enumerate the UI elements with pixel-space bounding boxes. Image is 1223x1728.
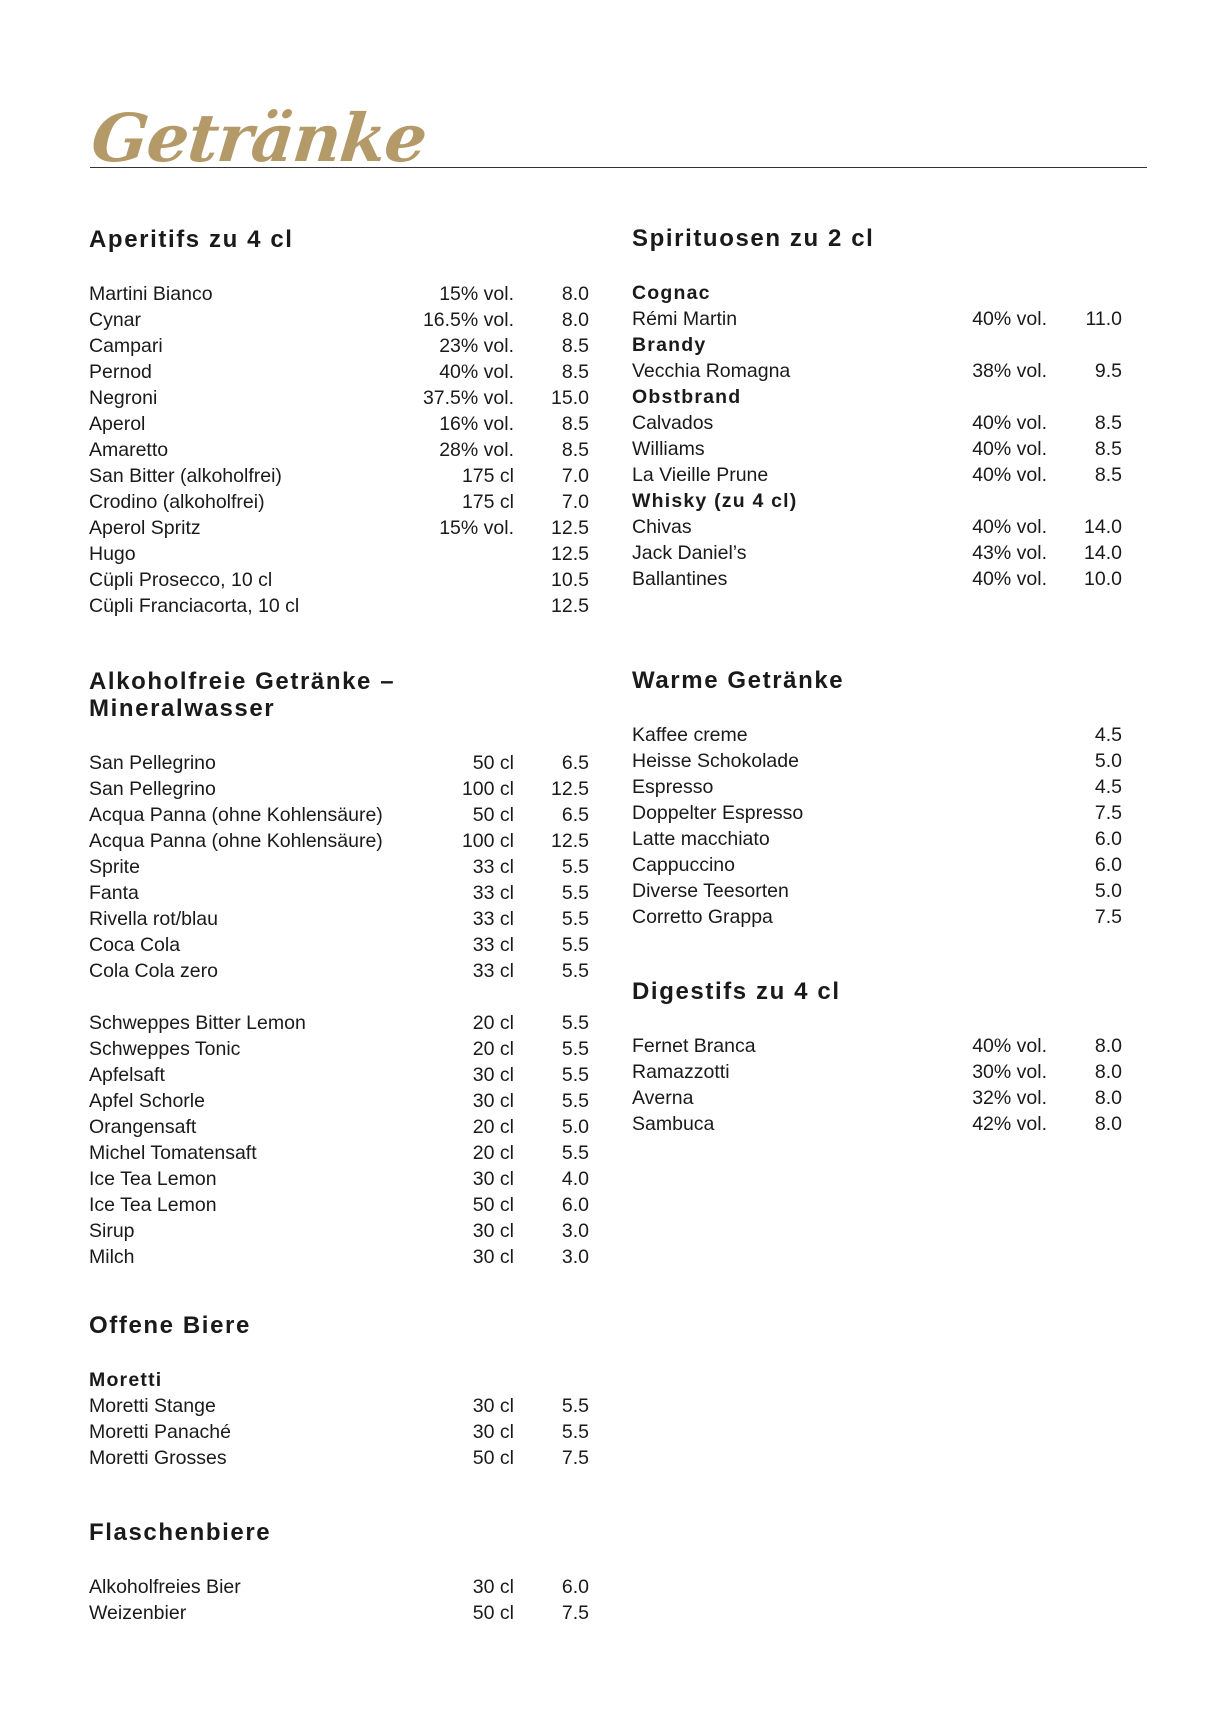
item-list	[89, 1574, 589, 1626]
item-price: 8.5	[561, 439, 589, 461]
item-volume: 33 cl	[472, 960, 514, 982]
item-volume: 40% vol.	[972, 1035, 1047, 1057]
section-title: Warme Getränke	[632, 667, 845, 694]
item-volume: 37.5% vol.	[422, 387, 514, 409]
section-title-line1: Alkoholfreie Getränke –	[89, 668, 396, 695]
item-volume: 30 cl	[472, 1421, 514, 1443]
menu-item	[632, 1111, 1122, 1137]
item-name: San Pellegrino	[89, 752, 216, 774]
item-price: 5.5	[561, 934, 589, 956]
item-volume: 43% vol.	[972, 542, 1047, 564]
menu-item	[89, 1088, 589, 1114]
item-price: 8.5	[1094, 412, 1122, 434]
menu-item	[89, 1574, 589, 1600]
item-name: Rivella rot/blau	[89, 908, 218, 930]
item-volume: 40% vol.	[972, 516, 1047, 538]
item-name: Ice Tea Lemon	[89, 1168, 217, 1190]
item-volume: 16.5% vol.	[422, 309, 514, 331]
menu-item	[89, 802, 589, 828]
item-volume: 30 cl	[472, 1395, 514, 1417]
menu-item	[632, 436, 1122, 462]
item-name: Calvados	[632, 412, 714, 434]
item-volume: 30 cl	[472, 1064, 514, 1086]
item-volume: 100 cl	[461, 778, 514, 800]
item-volume: 32% vol.	[972, 1087, 1047, 1109]
item-price: 4.5	[1094, 724, 1122, 746]
item-name: Pernod	[89, 361, 152, 383]
menu-item	[89, 1600, 589, 1626]
item-volume: 42% vol.	[972, 1113, 1047, 1135]
item-price: 12.5	[551, 517, 589, 539]
item-name: Michel Tomatensaft	[89, 1142, 257, 1164]
menu-item	[89, 411, 589, 437]
menu-item	[632, 1059, 1122, 1085]
menu-item	[632, 306, 1122, 332]
item-name: Aperol Spritz	[89, 517, 201, 539]
item-volume: 40% vol.	[972, 568, 1047, 590]
menu-item	[89, 776, 589, 802]
item-volume: 38% vol.	[972, 360, 1047, 382]
item-price: 3.0	[561, 1220, 589, 1242]
item-price: 7.5	[1094, 906, 1122, 928]
item-name: Moretti Stange	[89, 1395, 216, 1417]
subheading-label: Obstbrand	[632, 386, 742, 408]
menu-item	[89, 515, 589, 541]
item-volume: 30% vol.	[972, 1061, 1047, 1083]
item-name: Chivas	[632, 516, 692, 538]
item-volume: 50 cl	[472, 1194, 514, 1216]
item-price: 5.5	[561, 1421, 589, 1443]
section-title: Aperitifs zu 4 cl	[89, 226, 294, 253]
item-name: Hugo	[89, 543, 136, 565]
item-price: 5.5	[561, 1012, 589, 1034]
item-volume: 28% vol.	[439, 439, 514, 461]
item-volume: 175 cl	[461, 491, 514, 513]
item-name: Coca Cola	[89, 934, 181, 956]
item-name: Cüpli Franciacorta, 10 cl	[89, 595, 300, 617]
item-name: Kaffee creme	[632, 724, 748, 746]
item-name: Acqua Panna (ohne Kohlensäure)	[89, 804, 383, 826]
menu-item	[89, 1010, 589, 1036]
item-volume: 30 cl	[472, 1168, 514, 1190]
item-name: Ice Tea Lemon	[89, 1194, 217, 1216]
item-price: 9.5	[1094, 360, 1122, 382]
menu-item	[632, 540, 1122, 566]
menu-item	[89, 1062, 589, 1088]
item-volume: 40% vol.	[439, 361, 514, 383]
item-name: Doppelter Espresso	[632, 802, 804, 824]
subheading-label: Cognac	[632, 282, 711, 304]
item-name: Crodino (alkoholfrei)	[89, 491, 265, 513]
section-title-line2: Mineralwasser	[89, 695, 276, 722]
item-name: Alkoholfreies Bier	[89, 1576, 241, 1598]
item-list	[632, 722, 1122, 930]
item-list	[89, 1367, 589, 1393]
menu-item	[89, 489, 589, 515]
menu-item	[632, 462, 1122, 488]
item-price: 7.0	[561, 465, 589, 487]
item-price: 5.5	[561, 856, 589, 878]
item-volume: 40% vol.	[972, 308, 1047, 330]
item-volume: 30 cl	[472, 1576, 514, 1598]
item-price: 12.5	[551, 778, 589, 800]
item-volume: 40% vol.	[972, 412, 1047, 434]
item-price: 10.5	[551, 569, 589, 591]
item-name: Averna	[632, 1087, 694, 1109]
section-title: Spirituosen zu 2 cl	[632, 225, 875, 252]
menu-item	[89, 1036, 589, 1062]
item-name: Milch	[89, 1246, 135, 1268]
item-price: 5.5	[561, 1090, 589, 1112]
item-volume: 30 cl	[472, 1090, 514, 1112]
item-name: Cappuccino	[632, 854, 735, 876]
item-volume: 33 cl	[472, 882, 514, 904]
item-volume: 40% vol.	[972, 464, 1047, 486]
item-name: Heisse Schokolade	[632, 750, 799, 772]
item-volume: 50 cl	[472, 1602, 514, 1624]
item-volume: 50 cl	[472, 804, 514, 826]
item-list	[89, 281, 589, 619]
item-name: Ramazzotti	[632, 1061, 730, 1083]
item-name: Schweppes Tonic	[89, 1038, 241, 1060]
item-name: Martini Bianco	[89, 283, 213, 305]
item-name: Negroni	[89, 387, 158, 409]
item-volume: 20 cl	[472, 1012, 514, 1034]
item-name: Campari	[89, 335, 163, 357]
item-price: 5.5	[561, 1395, 589, 1417]
subheading: Moretti	[89, 1369, 163, 1391]
menu-item	[632, 1085, 1122, 1111]
section-aperitifs	[89, 226, 589, 619]
item-name: Espresso	[632, 776, 714, 798]
item-volume: 40% vol.	[972, 438, 1047, 460]
item-price: 5.5	[561, 1142, 589, 1164]
menu-item	[89, 385, 589, 411]
item-price: 15.0	[551, 387, 589, 409]
item-price: 6.0	[561, 1194, 589, 1216]
item-price: 6.0	[561, 1576, 589, 1598]
item-name: Sambuca	[632, 1113, 715, 1135]
item-price: 6.0	[1094, 828, 1122, 850]
item-price: 14.0	[1084, 542, 1122, 564]
menu-item	[632, 852, 1122, 878]
title-divider	[90, 167, 1147, 168]
menu-item	[632, 722, 1122, 748]
item-price: 8.0	[1094, 1113, 1122, 1135]
item-volume: 50 cl	[472, 752, 514, 774]
item-price: 5.0	[561, 1116, 589, 1138]
item-volume: 20 cl	[472, 1116, 514, 1138]
item-name: Moretti Grosses	[89, 1447, 227, 1469]
item-price: 6.0	[1094, 854, 1122, 876]
section-title: Offene Biere	[89, 1312, 251, 1339]
item-name: Vecchia Romagna	[632, 360, 791, 382]
subheading	[632, 280, 1122, 306]
item-list	[89, 750, 589, 984]
menu-item	[632, 826, 1122, 852]
item-price: 7.5	[1094, 802, 1122, 824]
item-name: Acqua Panna (ohne Kohlensäure)	[89, 830, 383, 852]
menu-item	[89, 541, 589, 567]
menu-item	[89, 593, 589, 619]
section-spirituosen	[632, 225, 1122, 592]
item-price: 12.5	[551, 595, 589, 617]
menu-item	[632, 410, 1122, 436]
item-price: 6.5	[561, 804, 589, 826]
item-name: Rémi Martin	[632, 308, 738, 330]
menu-item	[89, 567, 589, 593]
item-price: 3.0	[561, 1246, 589, 1268]
item-volume: 33 cl	[472, 856, 514, 878]
item-name: Sirup	[89, 1220, 135, 1242]
item-name: Cola Cola zero	[89, 960, 218, 982]
menu-item	[89, 854, 589, 880]
item-name: Ballantines	[632, 568, 728, 590]
item-price: 5.0	[1094, 880, 1122, 902]
menu-item	[89, 281, 589, 307]
menu-item	[89, 359, 589, 385]
item-price: 12.5	[551, 830, 589, 852]
menu-item	[89, 906, 589, 932]
menu-item	[632, 748, 1122, 774]
item-name: Fanta	[89, 882, 139, 904]
menu-item	[89, 437, 589, 463]
item-name: Corretto Grappa	[632, 906, 773, 928]
item-name: Jack Daniel’s	[632, 542, 747, 564]
menu-item	[89, 958, 589, 984]
menu-item	[89, 880, 589, 906]
item-name: Diverse Teesorten	[632, 880, 789, 902]
item-name: Williams	[632, 438, 705, 460]
subheading	[632, 384, 1122, 410]
section-title: Flaschenbiere	[89, 1519, 272, 1546]
item-price: 8.0	[561, 309, 589, 331]
item-name: Moretti Panaché	[89, 1421, 231, 1443]
menu-item	[632, 358, 1122, 384]
menu-item	[89, 1166, 589, 1192]
item-price: 7.5	[561, 1447, 589, 1469]
section-title	[89, 668, 589, 722]
item-price: 8.0	[561, 283, 589, 305]
item-name: Cüpli Prosecco, 10 cl	[89, 569, 273, 591]
item-price: 8.5	[1094, 464, 1122, 486]
item-volume: 30 cl	[472, 1220, 514, 1242]
section-digestifs	[632, 978, 1122, 1137]
menu-item	[632, 800, 1122, 826]
item-volume: 50 cl	[472, 1447, 514, 1469]
item-name: Aperol	[89, 413, 146, 435]
item-price: 7.5	[561, 1602, 589, 1624]
section-offene-biere	[89, 1312, 589, 1471]
item-price: 8.5	[1094, 438, 1122, 460]
subheading	[632, 488, 1122, 514]
item-volume: 20 cl	[472, 1038, 514, 1060]
item-price: 5.0	[1094, 750, 1122, 772]
item-volume: 30 cl	[472, 1246, 514, 1268]
item-price: 12.5	[551, 543, 589, 565]
item-volume: 175 cl	[461, 465, 514, 487]
item-name: Fernet Branca	[632, 1035, 756, 1057]
item-name: Apfel Schorle	[89, 1090, 205, 1112]
item-list	[89, 1010, 589, 1270]
item-name: Orangensaft	[89, 1116, 197, 1138]
item-volume: 23% vol.	[439, 335, 514, 357]
item-list	[632, 1033, 1122, 1137]
item-price: 5.5	[561, 908, 589, 930]
item-price: 8.0	[1094, 1087, 1122, 1109]
item-price: 4.5	[1094, 776, 1122, 798]
menu-item	[632, 878, 1122, 904]
item-volume: 16% vol.	[439, 413, 514, 435]
item-volume: 15% vol.	[439, 283, 514, 305]
item-price: 10.0	[1084, 568, 1122, 590]
item-price: 8.5	[561, 413, 589, 435]
item-name: Amaretto	[89, 439, 169, 461]
menu-item	[89, 1445, 589, 1471]
item-name: Cynar	[89, 309, 142, 331]
item-name: Schweppes Bitter Lemon	[89, 1012, 306, 1034]
menu-item	[89, 932, 589, 958]
menu-item	[632, 904, 1122, 930]
spacer	[89, 984, 589, 1010]
menu-item	[89, 307, 589, 333]
menu-item	[89, 1244, 589, 1270]
menu-item	[89, 1218, 589, 1244]
item-list	[89, 1393, 589, 1471]
item-volume: 33 cl	[472, 908, 514, 930]
menu-item	[89, 1393, 589, 1419]
item-price: 5.5	[561, 1038, 589, 1060]
item-price: 5.5	[561, 960, 589, 982]
item-name: San Bitter (alkoholfrei)	[89, 465, 282, 487]
item-price: 4.0	[561, 1168, 589, 1190]
subheading-label: Whisky (zu 4 cl)	[632, 490, 798, 512]
item-volume: 100 cl	[461, 830, 514, 852]
item-name: Weizenbier	[89, 1602, 187, 1624]
subheading-label: Brandy	[632, 334, 707, 356]
item-price: 8.0	[1094, 1035, 1122, 1057]
menu-item	[89, 1114, 589, 1140]
menu-item	[632, 1033, 1122, 1059]
item-price: 8.0	[1094, 1061, 1122, 1083]
item-price: 14.0	[1084, 516, 1122, 538]
item-volume: 20 cl	[472, 1142, 514, 1164]
section-alkoholfreie-getraenke	[89, 668, 589, 1270]
item-name: Latte macchiato	[632, 828, 770, 850]
item-name: La Vieille Prune	[632, 464, 769, 486]
item-list	[632, 280, 1122, 592]
item-price: 6.5	[561, 752, 589, 774]
item-volume: 33 cl	[472, 934, 514, 956]
item-name: San Pellegrino	[89, 778, 216, 800]
menu-item	[89, 1192, 589, 1218]
item-name: Sprite	[89, 856, 140, 878]
item-price: 5.5	[561, 882, 589, 904]
menu-item	[89, 1140, 589, 1166]
subheading	[632, 332, 1122, 358]
section-flaschenbiere	[89, 1519, 589, 1626]
section-title: Digestifs zu 4 cl	[632, 978, 841, 1005]
section-warme-getraenke	[632, 667, 1122, 930]
item-price: 7.0	[561, 491, 589, 513]
menu-item	[89, 333, 589, 359]
menu-item	[632, 566, 1122, 592]
item-price: 11.0	[1085, 308, 1122, 330]
menu-item	[89, 1419, 589, 1445]
menu-item	[89, 750, 589, 776]
menu-item	[632, 774, 1122, 800]
item-name: Apfelsaft	[89, 1064, 165, 1086]
item-price: 5.5	[561, 1064, 589, 1086]
item-price: 8.5	[561, 361, 589, 383]
item-price: 8.5	[561, 335, 589, 357]
menu-item	[89, 463, 589, 489]
menu-item	[89, 828, 589, 854]
menu-item	[632, 514, 1122, 540]
item-volume: 15% vol.	[439, 517, 514, 539]
page-title: Getränke	[87, 99, 431, 177]
